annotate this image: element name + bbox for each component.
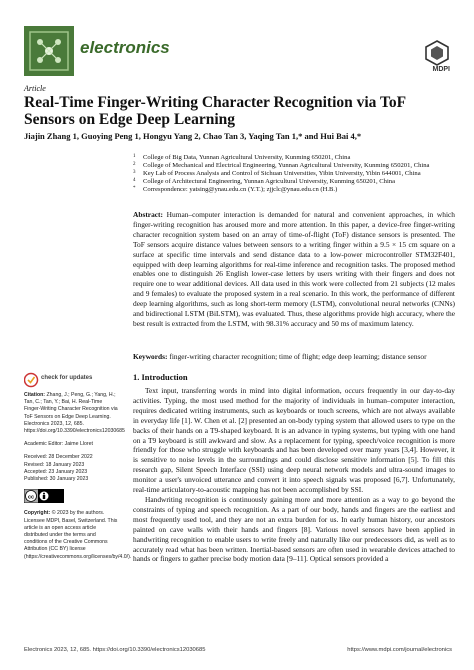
check-for-updates-button[interactable] [24, 372, 104, 388]
affiliation-item: 3 Key Lab of Process Analysis and Control of Sichuan Universities, Yibin University, Yibin 644001, China [133, 170, 421, 178]
paragraph: Handwriting recognition is continuously gaining more and more attention as a way to go beyond the constraints of typing and speech recognition. As a part of our body, hands and fingers are the earliest and most frequently used tool, and they are not an extra burden for us. In early human history, our ancestors painted on cave walls with their hands and fingers [8]. Various novel sensors have been applied in handwriting recognition to enable users to write freely and naturally like our predecessors did, as well as to accurately read what has been written. Inertial-based sensors are often used in wearable devices attached to hands or fingers to gather precise body motion data [9–11]. Optical sensors provided a [133, 494, 455, 564]
introduction-body [133, 386, 455, 564]
abstract-label: Abstract: [133, 210, 163, 219]
affiliation-item: 4 College of Architectural Engineering, Yunnan Agricultural University, Kunming 650201, China [133, 178, 396, 186]
copyright-text: © 2023 by the authors. Licensee MDPI, Basel, Switzerland. This article is an open access article distributed under the terms and conditions of the Creative Commons Attribution (CC BY) license (https://creativecommons.org/licenses/by/4.0/). [24, 510, 132, 560]
date-accepted: Accepted: 23 January 2023 [24, 468, 88, 475]
keywords [133, 352, 455, 362]
journal-header [24, 26, 450, 76]
citation-text: Zhang, J.; Peng, G.; Yang, H.; Tan, C.; Tan, Y.; Bai, H. Real-Time Finger-Writing Character Recognition via ToF Sensors on Edge Deep Learning. Electronics 2023, 12, 685. https://doi.org/10.3390/electronics12030685 [24, 392, 125, 435]
abstract [133, 210, 455, 329]
date-published: Published: 30 January 2023 [24, 476, 89, 483]
citation-block: Citation: Zhang, J.; Peng, G.; Yang, H.; Tan, C.; Tan, Y.; Bai, H. Real-Time Finger-Writing Character Recognition via ToF Sensors on Edge Deep Learning. Electronics 2023, 12, 685. https://doi.org/10.3390/electronics12030685 [24, 392, 125, 435]
footer-citation: Electronics 2023, 12, 685. https://doi.org/10.3390/electronics12030685 [24, 647, 206, 653]
affiliations [133, 154, 453, 194]
author-list: Jiajin Zhang 1, Guoying Peng 1, Hongyu Yang 2, Chao Tan 3, Yaqing Tan 1,* and Hui Bai 4,* [24, 131, 362, 141]
journal-name: electronics [80, 38, 170, 57]
affiliation-item: 2 College of Mechanical and Electrical Engineering, Yunnan Agricultural University, Kunming 650201, China [133, 162, 430, 170]
keywords-text: finger-writing character recognition; time of flight; edge deep learning; distance sensor [169, 352, 427, 361]
academic-editor: Academic Editor: Jaime Lloret [24, 441, 93, 448]
cc-by-license-icon [24, 489, 64, 503]
journal-logo-icon [24, 26, 74, 76]
footer-journal-link[interactable]: https://www.mdpi.com/journal/electronics [347, 647, 452, 653]
correspondence: * Correspondence: yatsing@ynau.edu.cn (Y.T.); zjjclc@ynau.edu.cn (H.B.) [133, 186, 338, 194]
keywords-label: Keywords: [133, 352, 168, 361]
section-heading: 1. Introduction [133, 372, 188, 382]
paragraph: Text input, transferring words in mind into digital information, occurs frequently in our day-to-day activities. Typing, the most used method for the majority of individuals in human–computer interaction, requires dedicated writing instruments, such as keyboards or touch screens, which are not always available in everyday life [1]. W. Chen et al. [2] presented an on-body typing system that allowed users to type on the backs of their hands on a T9-shaped keyboard. It is an advance in typing systems, but typing with one hand on a T9 keyboard is still awkward and slow. As a replacement for typing, speech/voice recognition is more friendly for those who struggle with keyboards and has been developed over many years [3,4]. However, it is sensitive to noise levels in the surroundings and could disclose sensitive information [5]. To fill this research gap, Silent Speech Interface (SSI) using deep neural network models and ultra-sound images to monitor a user's unvoiced utterance and convert it into speech signals was proposed [6,7]. Unfortunately, real-time articulatory-to-acoustic mapping has not been accomplished by SSI. [133, 386, 455, 495]
article-title: Real-Time Finger-Writing Character Recognition via ToF Sensors on Edge Deep Learning [24, 94, 406, 128]
article-sidebar [24, 392, 132, 567]
mdpi-logo-icon [424, 40, 450, 66]
svg-text:cc: cc [27, 494, 35, 501]
article-type: Article [24, 84, 46, 93]
affiliation-item: 1 College of Big Data, Yunnan Agricultural University, Kunming 650201, China [133, 154, 351, 161]
check-for-updates-label: check for updates [41, 375, 93, 381]
article-dates [24, 454, 120, 483]
publisher-name: MDPI [432, 66, 450, 73]
date-revised: Revised: 18 January 2023 [24, 461, 85, 468]
copyright-block: Copyright: © 2023 by the authors. Licensee MDPI, Basel, Switzerland. This article is an open access article distributed under the terms and conditions of the Creative Commons Attribution (CC BY) license (https://creativecommons.org/licenses/by/4.0/). [24, 510, 132, 560]
abstract-text: Human–computer interaction is demanded for natural and convenient approaches, in which finger-writing recognition has aroused more and more attention. In this paper, a device-free finger-writing character recognition system based on an array of time-of-flight (ToF) distance sensors is presented. The ToF sensors acquire distance values between sensors to a writing finger within a 9.5 × 15 cm square on a surface at specific time intervals and send distance data to a low-power microcontroller STM32F401, equipped with deep learning algorithms for real-time inference and recognition tasks. The proposed method enables one to distinguish 26 English lower-case letters by users writing with their fingers and does not require one to wear additional devices. All data used in this work were collected from 21 subjects (12 males and 9 females) to evaluate the proposed system in a real scenario. In this work, the performance of different deep learning algorithms, such as long short-term memory (LSTM), convolutional neural networks (CNNs) and bidirectional LSTM (BiLSTM), was evaluated. Thus, these algorithms provide high accuracy, where the best result is extracted from the LSTM, with 98.31% accuracy and 50 ms of maximum latency. [133, 210, 455, 328]
date-received: Received: 28 December 2022 [24, 454, 93, 461]
